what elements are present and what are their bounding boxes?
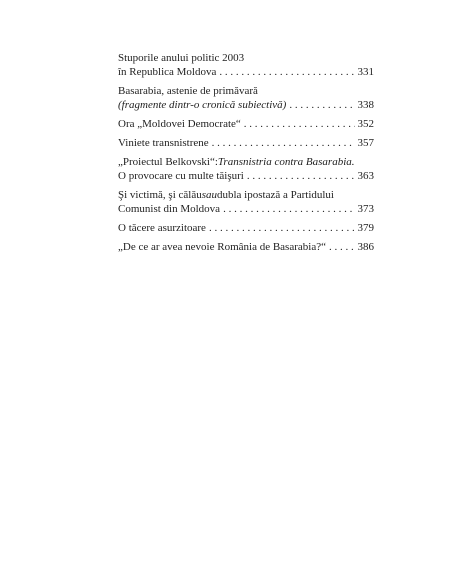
toc-page-number: 338: [357, 99, 374, 111]
toc-entry[interactable]: [118, 84, 374, 112]
toc-page-number: 352: [357, 118, 374, 130]
toc-entry-title: Stuporile anului politic 2003: [118, 52, 245, 64]
dot-leader: [329, 240, 355, 254]
dot-leader: [212, 136, 355, 150]
toc-page-number: 386: [357, 241, 374, 253]
table-of-contents: [118, 51, 374, 259]
dot-leader: [219, 65, 354, 79]
dot-leader: [244, 117, 355, 131]
toc-page-number: 363: [357, 170, 374, 182]
toc-entry[interactable]: [118, 51, 374, 79]
toc-entry-title: dubla ipostază a Partidului: [216, 189, 334, 201]
toc-entry[interactable]: [118, 188, 374, 216]
toc-page-number: 379: [357, 222, 374, 234]
toc-entry[interactable]: [118, 136, 374, 150]
dot-leader: [247, 169, 355, 183]
toc-entry-title: Viniete transnistrene: [118, 137, 209, 149]
toc-page-number: 331: [357, 66, 374, 78]
toc-entry-title: Ora „Moldovei Democrate“: [118, 118, 241, 130]
dot-leader: [209, 221, 355, 235]
dot-leader: [223, 202, 354, 216]
toc-entry[interactable]: [118, 240, 374, 254]
toc-page-number: 357: [357, 137, 374, 149]
toc-entry-title: O tăcere asurzitoare: [118, 222, 206, 234]
dot-leader: [289, 98, 354, 112]
toc-entry-title: O provocare cu multe tăişuri: [118, 170, 244, 182]
toc-entry-subtitle: (fragmente dintr-o cronică subiectivă): [118, 99, 287, 111]
toc-page-number: 373: [357, 203, 374, 215]
toc-entry-title: Comunist din Moldova: [118, 203, 221, 215]
toc-entry-title: Şi victimă, şi călău: [118, 189, 202, 201]
toc-entry[interactable]: [118, 155, 374, 183]
toc-entry-title-italic: Transnistria contra Basarabia.: [217, 156, 355, 168]
toc-entry-title: Basarabia, astenie de primăvară: [118, 85, 258, 97]
toc-entry[interactable]: [118, 117, 374, 131]
toc-entry-title: în Republica Moldova: [118, 66, 217, 78]
toc-entry-title-italic: sau: [201, 189, 217, 201]
toc-entry-title: „De ce ar avea nevoie România de Basarabia?“: [118, 241, 326, 253]
toc-entry[interactable]: [118, 221, 374, 235]
toc-entry-title: „Proiectul Belkovski“:: [118, 156, 218, 168]
